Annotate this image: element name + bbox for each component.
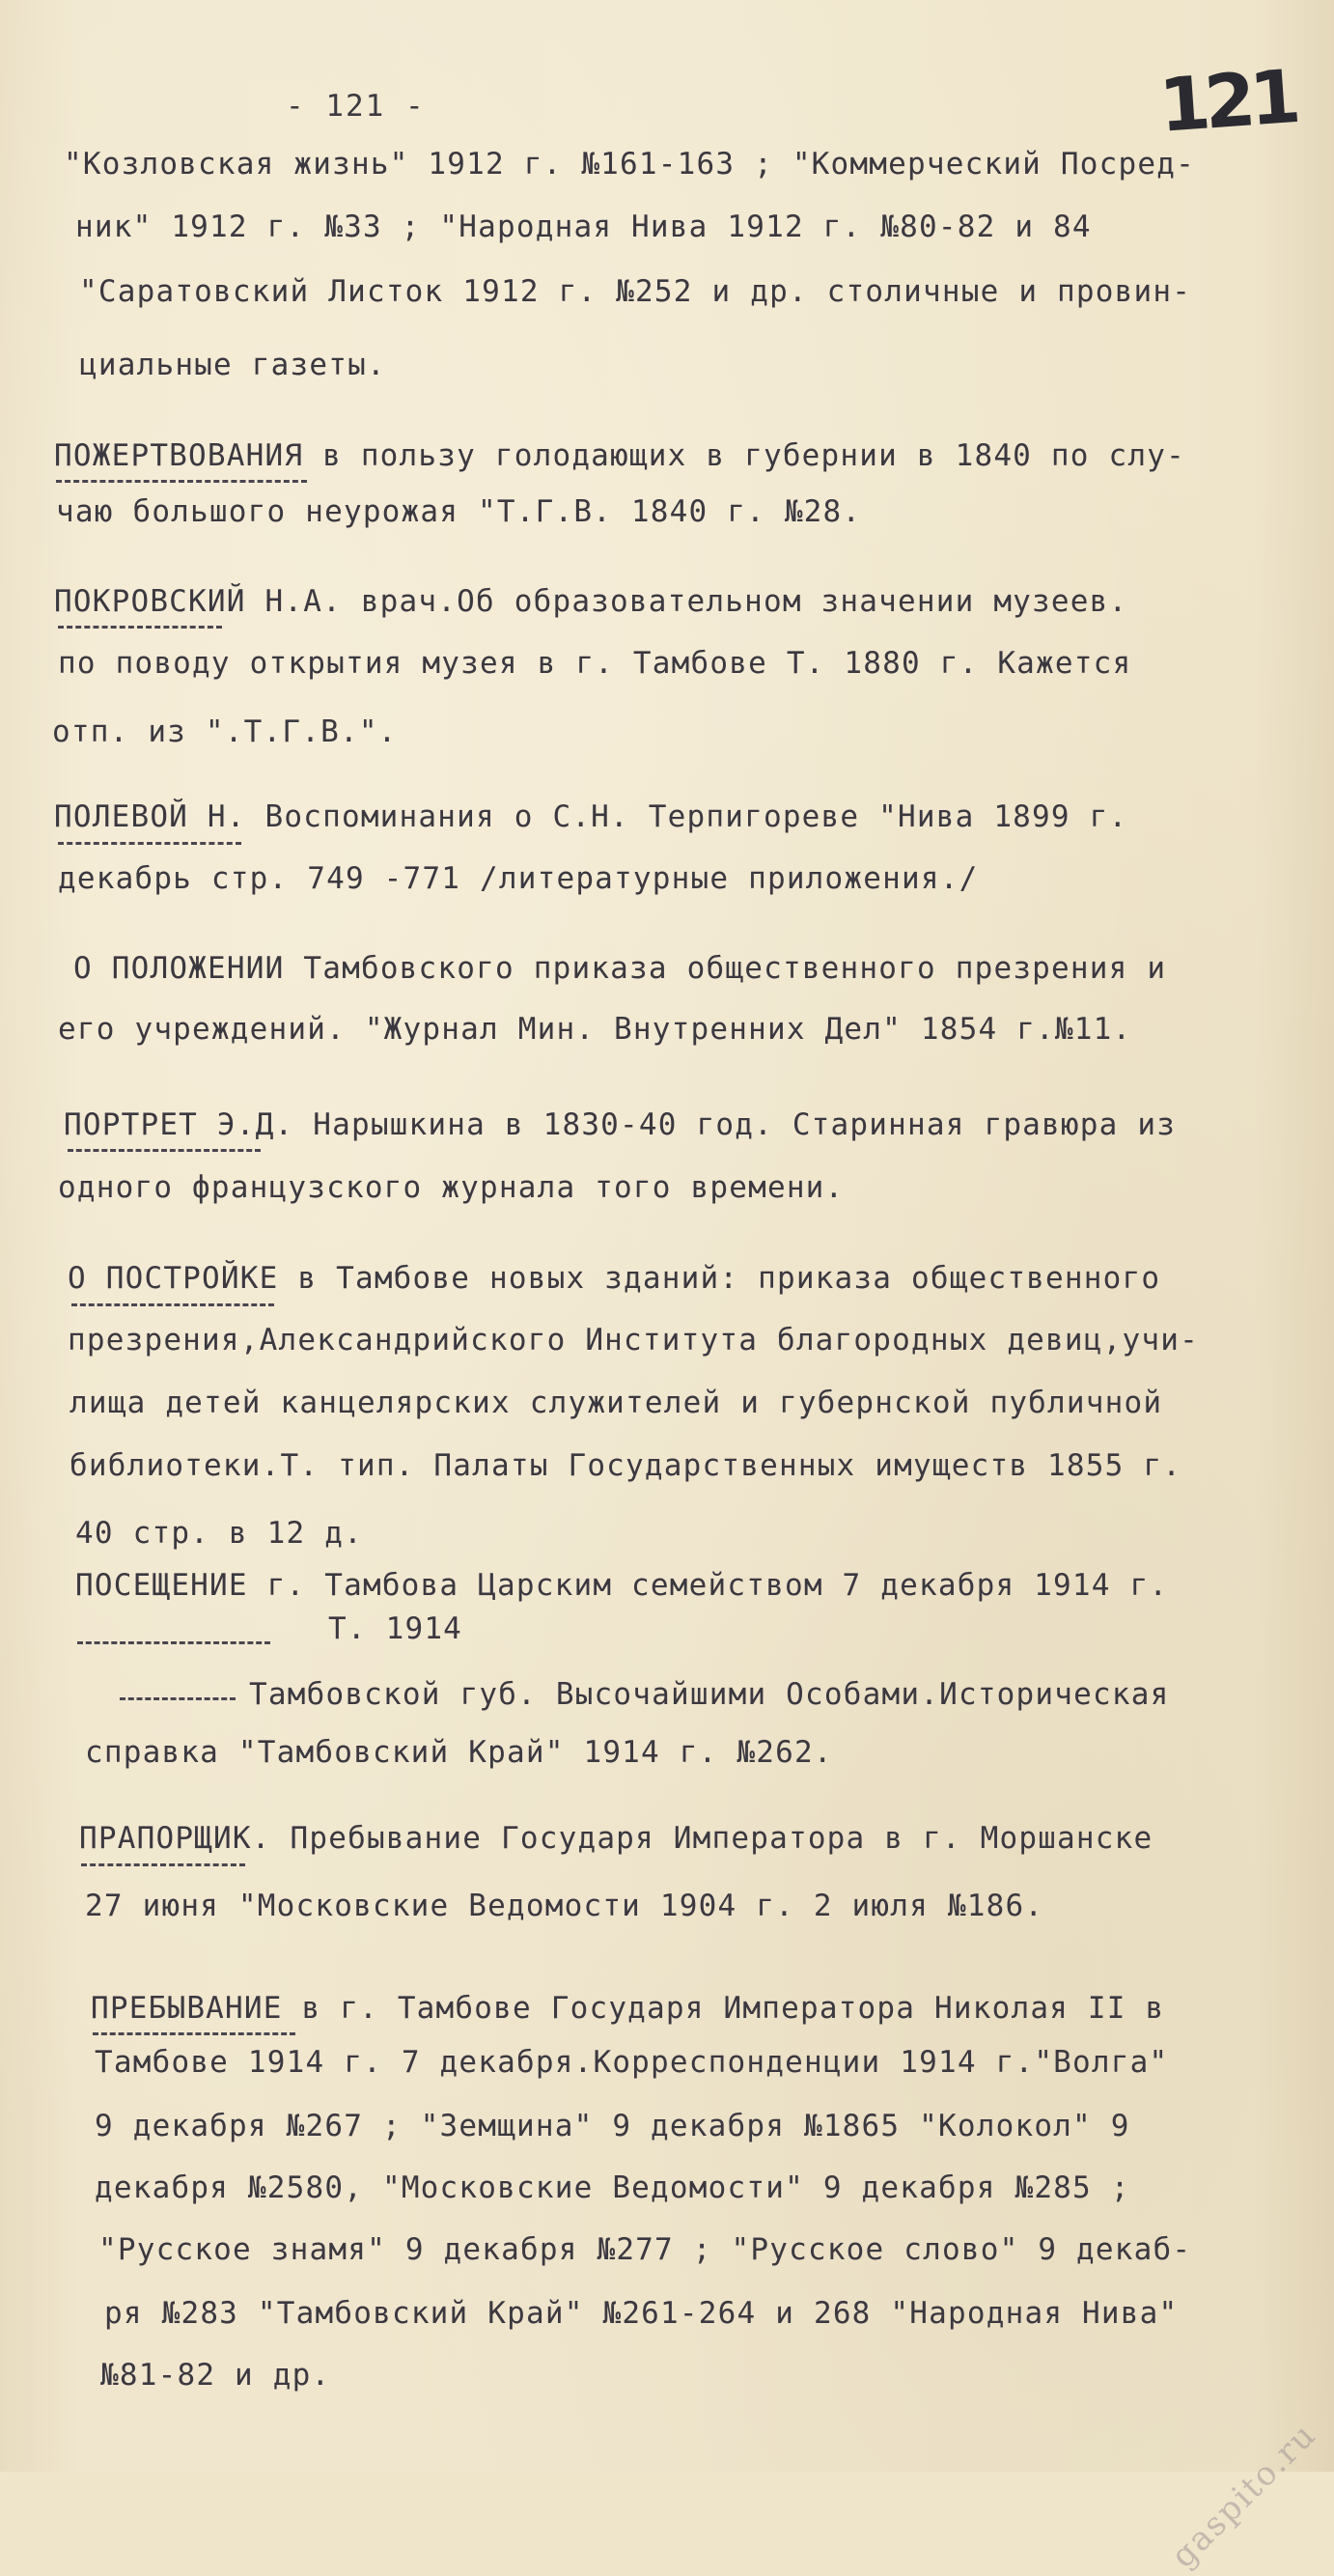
text-line: ник" 1912 г. №33 ; "Народная Нива 1912 г. №80-82 и 84 xyxy=(75,210,1092,244)
text-line: "Саратовский Листок 1912 г. №252 и др. столичные и провин- xyxy=(79,274,1192,309)
text-line: "Русское знамя" 9 декабря №277 ; "Русское слово" 9 декаб- xyxy=(98,2232,1192,2267)
heading-underline xyxy=(93,2032,295,2035)
text-line: ря №283 "Тамбовский Край" №261-264 и 268 "Народная Нива" xyxy=(104,2296,1179,2331)
text-line: одного французского журнала того времени. xyxy=(58,1170,845,1205)
entry-heading-line: ПОСЕЩЕНИЕ г. Тамбова Царским семейством 7 декабря 1914 г. xyxy=(75,1568,1169,1603)
text-line: презрения,Александрийского Института благородных девиц,учи- xyxy=(68,1323,1199,1358)
text-line: отп. из ".Т.Г.В.". xyxy=(52,714,398,749)
text-line: справка "Тамбовский Край" 1914 г. №262. xyxy=(85,1735,833,1770)
heading-underline xyxy=(68,1149,261,1152)
handwritten-page-number: 121 xyxy=(1156,53,1298,149)
text-line: лища детей канцелярских служителей и губернской публичной xyxy=(69,1386,1163,1420)
text-line: декабря №2580, "Московские Ведомости" 9 декабря №285 ; xyxy=(95,2170,1130,2205)
text-line: чаю большого неурожая "Т.Г.В. 1840 г. №28. xyxy=(56,494,862,529)
text-line: циальные газеты. xyxy=(79,348,386,382)
heading-underline xyxy=(56,480,307,483)
entry-heading-line: ПОЛЕВОЙ Н. Воспоминания о С.Н. Терпигореве "Нива 1899 г. xyxy=(54,799,1128,834)
text-line: декабрь стр. 749 -771 /литературные приложения./ xyxy=(58,861,979,896)
entry-heading-line: О ПОЛОЖЕНИИ Тамбовского приказа общественного презрения и xyxy=(73,951,1167,986)
entry-heading-line: ПОРТРЕТ Э.Д. Нарышкина в 1830-40 год. Старинная гравюра из xyxy=(64,1107,1177,1142)
text-line: библиотеки.Т. тип. Палаты Государственных имуществ 1855 г. xyxy=(69,1448,1182,1483)
entry-heading-line: ПОКРОВСКИЙ Н.А. врач.Об образовательном значении музеев. xyxy=(54,584,1128,619)
page-number: - 121 - xyxy=(286,89,426,124)
heading-underline xyxy=(58,842,241,845)
entry-heading-line: ПРЕБЫВАНИЕ в г. Тамбове Государя Императора Николая II в xyxy=(91,1991,1165,2026)
text-line: №81-82 и др. xyxy=(100,2358,331,2393)
text-line: "Козловская жизнь" 1912 г. №161-163 ; "Коммерческий Посред- xyxy=(64,147,1195,182)
entry-heading-line: ПОЖЕРТВОВАНИЯ в пользу голодающих в губернии в 1840 по слу- xyxy=(54,438,1185,473)
heading-underline xyxy=(81,1863,245,1866)
repeat-dash xyxy=(120,1697,236,1700)
text-line: 9 декабря №267 ; "Земщина" 9 декабря №1865 "Колокол" 9 xyxy=(95,2109,1130,2143)
text-line: Тамбовской губ. Высочайшими Особами.Историческая xyxy=(249,1677,1170,1712)
text-line: Тамбове 1914 г. 7 декабря.Корреспонденции 1914 г."Волга" xyxy=(95,2045,1169,2080)
heading-underline xyxy=(77,1641,270,1644)
entry-heading-line: О ПОСТРОЙКЕ в Тамбове новых зданий: приказа общественного xyxy=(68,1261,1161,1296)
text-line: 40 стр. в 12 д. xyxy=(75,1516,363,1551)
entry-heading-line: ПРАПОРЩИК. Пребывание Государя Императора в г. Моршанске xyxy=(79,1821,1153,1856)
watermark: gaspito.ru xyxy=(1164,2415,1324,2576)
heading-underline xyxy=(58,626,222,629)
heading-underline xyxy=(71,1303,274,1306)
text-line: по поводу открытия музея в г. Тамбове Т. 1880 г. Кажется xyxy=(58,646,1132,681)
text-line: 27 июня "Московские Ведомости 1904 г. 2 июля №186. xyxy=(85,1889,1044,1923)
text-line: Т. 1914 xyxy=(328,1611,463,1646)
text-line: его учреждений. "Журнал Мин. Внутренних Дел" 1854 г.№11. xyxy=(58,1012,1132,1047)
